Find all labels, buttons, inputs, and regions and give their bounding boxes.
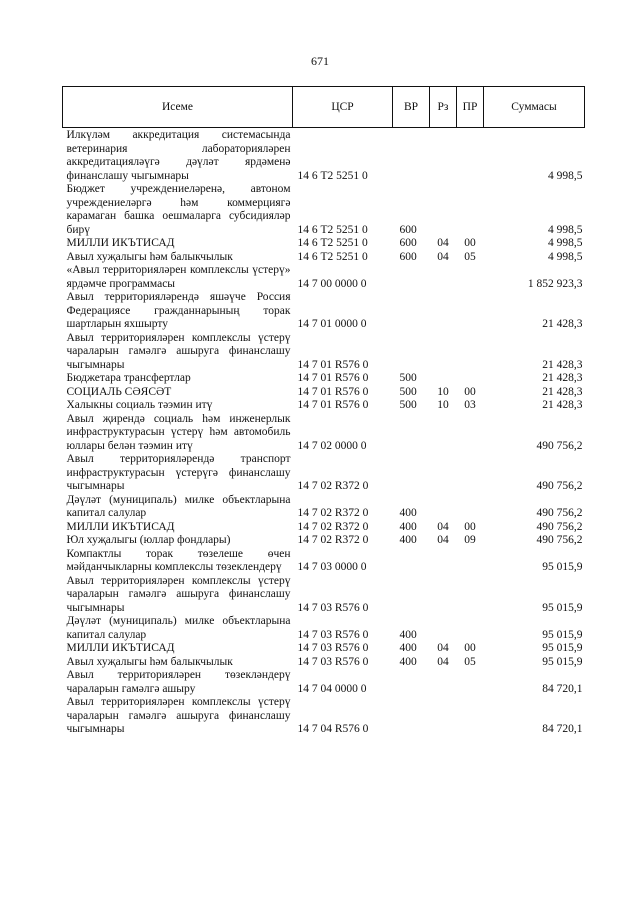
row-name-cell: Бюджетара трансфертлар [66, 372, 191, 384]
row-sum-cell: 21 428,3 [542, 399, 583, 411]
row-vr-cell: 500 [399, 372, 417, 384]
table-row [63, 656, 585, 670]
row-pr-cell [457, 264, 484, 291]
row-csr-cell: 14 7 03 R576 0 [297, 655, 369, 668]
row-rz-cell [430, 264, 457, 291]
row-csr-cell: 14 7 03 R576 0 [297, 642, 369, 654]
row-name-cell: Илкүләм аккредитация системасында ветеринария лабораторияләрен аккредитацияләүгә дәүләт ярдәменә финанслашу чыгымнары [66, 129, 291, 182]
row-csr-cell: 14 7 03 R576 0 [297, 601, 369, 614]
row-sum-cell: 490 756,2 [536, 480, 583, 492]
row-pr-cell: 05 [464, 655, 476, 668]
table-row [63, 264, 585, 291]
row-vr-cell [393, 575, 430, 616]
row-sum-cell: 21 428,3 [542, 385, 583, 398]
row-pr-cell [457, 332, 484, 373]
row-name-cell: МИЛЛИ ИКЪТИСАД [66, 642, 175, 654]
row-sum-cell: 4 998,5 [548, 223, 583, 236]
row-name-cell: Авыл хуҗалыгы һәм балыкчылык [66, 655, 233, 668]
row-name-cell: МИЛЛИ ИКЪТИСАД [66, 237, 175, 249]
table-row [63, 696, 585, 737]
row-name-cell: МИЛЛИ ИКЪТИСАД [66, 520, 175, 533]
table-body [63, 128, 585, 737]
row-sum-cell: 4 998,5 [548, 237, 583, 249]
row-rz-cell [430, 183, 457, 237]
column-header-sum: Суммасы [484, 87, 585, 128]
row-sum-cell: 490 756,2 [536, 507, 583, 519]
row-sum-cell: 1 852 923,3 [527, 277, 583, 290]
row-rz-cell: 10 [437, 385, 449, 398]
row-vr-cell: 400 [399, 655, 417, 668]
row-rz-cell: 04 [437, 534, 449, 546]
row-rz-cell [430, 372, 457, 386]
row-csr-cell: 14 6 Т2 5251 0 [297, 250, 368, 263]
row-sum-cell: 95 015,9 [542, 601, 583, 614]
table-row [63, 642, 585, 656]
row-vr-cell: 400 [399, 628, 417, 641]
row-rz-cell [430, 575, 457, 616]
row-csr-cell: 14 7 04 0000 0 [297, 682, 367, 695]
row-sum-cell: 95 015,9 [542, 655, 583, 668]
row-sum-cell: 84 720,1 [542, 682, 583, 695]
row-sum-cell: 21 428,3 [542, 372, 583, 384]
row-rz-cell [430, 548, 457, 575]
row-name-cell: Авыл җирендә социаль һәм инженерлык инфраструктурасын үстерү һәм автомобиль юллары белән тәэмин итү [66, 412, 291, 452]
table-row [63, 534, 585, 548]
row-csr-cell: 14 7 04 R576 0 [297, 723, 369, 735]
row-csr-cell: 14 6 Т2 5251 0 [297, 169, 368, 182]
row-csr-cell: 14 6 Т2 5251 0 [297, 237, 368, 249]
table-row [63, 251, 585, 265]
row-name-cell: Авыл территорияләрендә яшәүче Россия Федерациясе гражданнарының торак шартларын яхшырту [66, 291, 291, 330]
row-vr-cell: 400 [399, 507, 417, 519]
table-row [63, 413, 585, 454]
row-sum-cell: 21 428,3 [542, 318, 583, 330]
table-row [63, 669, 585, 696]
row-pr-cell [457, 575, 484, 616]
row-pr-cell [457, 494, 484, 521]
row-vr-cell [393, 453, 430, 494]
row-sum-cell: 4 998,5 [548, 169, 583, 182]
column-header-rz: Рз [430, 87, 457, 128]
row-sum-cell: 490 756,2 [536, 520, 583, 533]
row-sum-cell: 490 756,2 [536, 439, 583, 452]
table-row [63, 575, 585, 616]
row-name-cell: Авыл территорияләрен комплекслы үстерү чараларын гамәлгә ашыруга финанслашу чыгымнары [66, 331, 291, 371]
table-row [63, 128, 585, 184]
table-row [63, 237, 585, 251]
row-pr-cell [457, 548, 484, 575]
row-name-cell: «Авыл территорияләрен комплекслы үстерү» ярдәмче программасы [66, 264, 291, 290]
row-vr-cell: 600 [399, 237, 417, 249]
row-vr-cell: 600 [399, 223, 417, 236]
row-csr-cell: 14 7 02 R372 0 [297, 480, 369, 492]
table-row [63, 183, 585, 237]
row-csr-cell: 14 7 02 R372 0 [297, 534, 369, 546]
row-rz-cell: 10 [437, 399, 449, 411]
row-rz-cell [430, 615, 457, 642]
row-vr-cell [393, 669, 430, 696]
row-vr-cell: 400 [399, 642, 417, 654]
row-name-cell: Дәүләт (муниципаль) милке объектларына капитал салулар [66, 615, 291, 641]
row-name-cell: Авыл территорияләрен комплекслы үстерү чараларын гамәлгә ашыруга финанслашу чыгымнары [66, 696, 291, 735]
row-pr-cell [457, 453, 484, 494]
row-rz-cell [430, 332, 457, 373]
table-row [63, 372, 585, 386]
row-rz-cell [430, 696, 457, 737]
row-vr-cell [393, 548, 430, 575]
row-csr-cell: 14 7 01 R576 0 [297, 358, 369, 371]
row-rz-cell [430, 128, 457, 184]
row-sum-cell: 95 015,9 [542, 628, 583, 641]
row-rz-cell [430, 291, 457, 332]
row-rz-cell: 04 [437, 520, 449, 533]
row-pr-cell [457, 128, 484, 184]
table-row [63, 291, 585, 332]
row-rz-cell [430, 413, 457, 454]
row-name-cell: Халыкны социаль тәэмин итү [66, 399, 213, 411]
row-name-cell: Авыл территорияләрен төзекләндерү чараларын гамәлгә ашыру [66, 669, 291, 695]
row-sum-cell: 95 015,9 [542, 561, 583, 573]
budget-table [62, 86, 585, 737]
row-pr-cell [457, 669, 484, 696]
row-rz-cell [430, 669, 457, 696]
row-csr-cell: 14 6 Т2 5251 0 [297, 223, 368, 236]
row-csr-cell: 14 7 01 0000 0 [297, 318, 367, 330]
table-row [63, 399, 585, 413]
page-number: 671 [311, 54, 329, 68]
row-rz-cell: 04 [437, 642, 449, 654]
row-vr-cell [393, 291, 430, 332]
row-name-cell: Авыл хуҗалыгы һәм балыкчылык [66, 250, 233, 263]
table-row [63, 521, 585, 535]
row-csr-cell: 14 7 01 R576 0 [297, 385, 369, 398]
row-csr-cell: 14 7 01 R576 0 [297, 399, 369, 411]
row-pr-cell: 00 [464, 237, 476, 249]
row-name-cell: Дәүләт (муниципаль) милке объектларына капитал салулар [66, 493, 291, 519]
row-name-cell: Авыл территорияләрен комплекслы үстерү чараларын гамәлгә ашыруга финанслашу чыгымнары [66, 574, 291, 614]
row-csr-cell: 14 7 02 0000 0 [297, 439, 367, 452]
row-vr-cell: 400 [399, 534, 417, 546]
table-header [63, 87, 585, 128]
row-vr-cell [393, 696, 430, 737]
row-pr-cell [457, 413, 484, 454]
row-name-cell: СОЦИАЛЬ СӘЯСӘТ [66, 385, 172, 398]
row-csr-cell: 14 7 03 R576 0 [297, 628, 369, 641]
row-name-cell: Юл хуҗалыгы (юллар фондлары) [66, 534, 231, 546]
table-row [63, 453, 585, 494]
row-pr-cell: 09 [464, 534, 476, 546]
table-row [63, 615, 585, 642]
column-header-name: Исеме [63, 87, 293, 128]
row-name-cell: Авыл территорияләрендә транспорт инфраструктурасын үстерүгә финанслашу чыгымнары [66, 453, 291, 492]
row-pr-cell: 00 [464, 642, 476, 654]
row-csr-cell: 14 7 02 R372 0 [297, 507, 369, 519]
table-row [63, 386, 585, 400]
row-vr-cell [393, 264, 430, 291]
row-sum-cell: 21 428,3 [542, 358, 583, 371]
row-vr-cell: 500 [399, 385, 417, 398]
row-vr-cell [393, 332, 430, 373]
row-rz-cell [430, 453, 457, 494]
row-csr-cell: 14 7 00 0000 0 [297, 277, 367, 290]
row-pr-cell [457, 183, 484, 237]
row-vr-cell [393, 128, 430, 184]
row-rz-cell [430, 494, 457, 521]
row-csr-cell: 14 7 01 R576 0 [297, 372, 369, 384]
table-row [63, 494, 585, 521]
row-pr-cell: 00 [464, 385, 476, 398]
row-csr-cell: 14 7 02 R372 0 [297, 520, 369, 533]
row-vr-cell: 500 [399, 399, 417, 411]
row-pr-cell: 00 [464, 520, 476, 533]
row-sum-cell: 490 756,2 [536, 534, 583, 546]
row-name-cell: Компактлы торак төзелеше өчен мәйданчыкларны комплекслы төзеклендерү [66, 547, 291, 573]
row-sum-cell: 4 998,5 [548, 250, 583, 263]
row-rz-cell: 04 [437, 237, 449, 249]
row-pr-cell [457, 372, 484, 386]
row-sum-cell: 84 720,1 [542, 723, 583, 735]
row-vr-cell: 400 [399, 520, 417, 533]
row-pr-cell [457, 291, 484, 332]
row-rz-cell: 04 [437, 250, 449, 263]
row-pr-cell: 03 [464, 399, 476, 411]
row-pr-cell [457, 615, 484, 642]
column-header-csr: ЦСР [293, 87, 393, 128]
column-header-vr: ВР [393, 87, 430, 128]
row-rz-cell: 04 [437, 655, 449, 668]
table-row [63, 332, 585, 373]
row-csr-cell: 14 7 03 0000 0 [297, 561, 367, 573]
row-name-cell: Бюджет учреждениеләренә, автоном учреждениеләргә һәм коммерциягә карамаган башка оешмаларга субсидияләр бирү [66, 183, 291, 236]
row-vr-cell: 600 [399, 250, 417, 263]
row-vr-cell [393, 413, 430, 454]
row-pr-cell [457, 696, 484, 737]
row-pr-cell: 05 [464, 250, 476, 263]
table-row [63, 548, 585, 575]
column-header-pr: ПР [457, 87, 484, 128]
row-sum-cell: 95 015,9 [542, 642, 583, 654]
